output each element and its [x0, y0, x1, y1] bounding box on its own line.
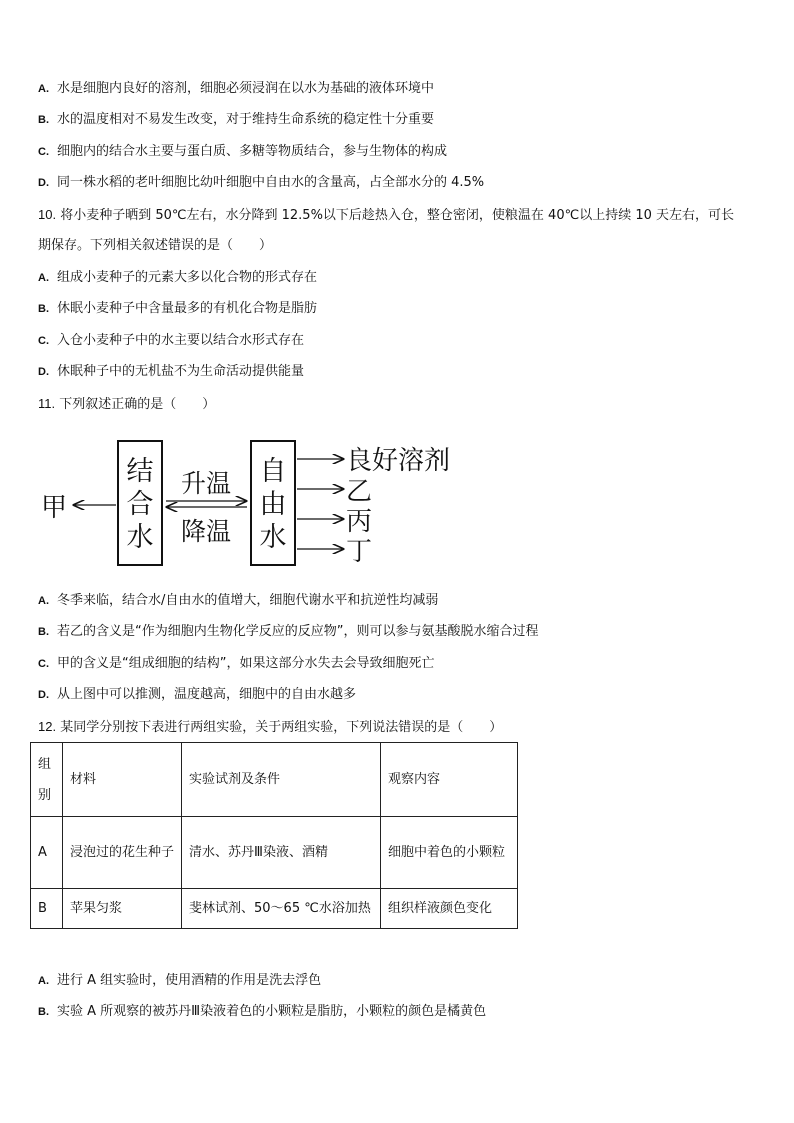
option-letter: A. — [38, 83, 49, 95]
option-letter: C. — [38, 658, 49, 670]
question-number: 11. — [38, 396, 56, 411]
q11-option-a — [38, 592, 438, 610]
q11-stem — [38, 395, 215, 414]
table-cell: 苹果匀浆 — [63, 889, 182, 929]
option-text: 冬季来临，结合水/自由水的值增大，细胞代谢水平和抗逆性均减弱 — [57, 593, 439, 608]
header-cell: 材料 — [63, 743, 182, 817]
header-cell: 组别 — [31, 743, 63, 817]
q12-option-a — [38, 972, 321, 990]
question-number: 10. — [38, 207, 57, 222]
option-letter: A. — [38, 975, 49, 987]
q10-option-b — [38, 300, 317, 318]
cooling-label: 降温 — [180, 517, 232, 546]
table-row — [31, 817, 518, 889]
water-conversion-diagram — [38, 432, 478, 572]
option-text: 休眠种子中的无机盐不为生命活动提供能量 — [57, 364, 305, 379]
option-text: 休眠小麦种子中含量最多的有机化合物是脂肪 — [57, 301, 318, 316]
option-text: 细胞内的结合水主要与蛋白质、多糖等物质结合，参与生物体的构成 — [57, 144, 448, 159]
output-label-bing: 丙 — [346, 507, 373, 537]
box-char: 由 — [259, 489, 287, 520]
q11-option-d — [38, 686, 356, 704]
q12-stem — [38, 718, 502, 737]
option-letter: B. — [38, 626, 49, 638]
option-letter: B. — [38, 114, 49, 126]
experiment-table — [30, 742, 518, 929]
option-text: 入仓小麦种子中的水主要以结合水形式存在 — [57, 333, 305, 348]
q11-option-c — [38, 655, 434, 673]
box-char: 结 — [126, 456, 154, 487]
option-text: 水的温度相对不易发生改变，对于维持生命系统的稳定性十分重要 — [57, 112, 435, 127]
table-cell: 清水、苏丹Ⅲ染液、酒精 — [182, 817, 381, 889]
option-text: 实验 A 所观察的被苏丹Ⅲ染液着色的小颗粒是脂肪，小颗粒的颜色是橘黄色 — [57, 1004, 487, 1019]
q10-option-d — [38, 363, 304, 381]
q10-stem-line1 — [38, 206, 734, 225]
option-letter: C. — [38, 146, 49, 158]
question-number: 12. — [38, 719, 57, 734]
q11-option-b — [38, 623, 538, 641]
option-letter: D. — [38, 177, 49, 189]
table-cell: 细胞中着色的小颗粒 — [381, 817, 518, 889]
option-text: 组成小麦种子的元素大多以化合物的形式存在 — [57, 270, 318, 285]
box-char: 水 — [259, 522, 287, 553]
option-letter: B. — [38, 1006, 49, 1018]
table-header-row — [31, 743, 518, 817]
table-cell: 组织样液颜色变化 — [381, 889, 518, 929]
option-letter: D. — [38, 366, 49, 378]
question-stem: 将小麦种子晒到 50℃左右，水分降到 12.5%以下后趁热入仓，整仓密闭，使粮温在 40℃以上持续 10 天左右，可长 — [60, 208, 735, 223]
q9-option-c — [38, 143, 447, 161]
q10-option-a — [38, 269, 317, 287]
output-label-ding: 丁 — [346, 537, 373, 567]
table-row — [31, 889, 518, 929]
q9-option-d — [38, 174, 484, 192]
option-letter: A. — [38, 595, 49, 607]
option-letter: C. — [38, 335, 49, 347]
option-text: 若乙的含义是“作为细胞内生物化学反应的反应物”，则可以参与氨基酸脱水缩合过程 — [57, 624, 539, 639]
box-char: 合 — [126, 489, 154, 520]
output-label-solvent: 良好溶剂 — [346, 446, 451, 476]
option-letter: B. — [38, 303, 49, 315]
question-stem: 下列叙述正确的是（ ） — [59, 397, 216, 412]
option-text: 从上图中可以推测，温度越高，细胞中的自由水越多 — [57, 687, 357, 702]
option-letter: D. — [38, 689, 49, 701]
header-cell: 实验试剂及条件 — [182, 743, 381, 817]
option-text: 甲的含义是“组成细胞的结构”，如果这部分水失去会导致细胞死亡 — [57, 656, 435, 671]
q10-stem-line2: 期保存。下列相关叙述错误的是（ ） — [38, 238, 273, 253]
q10-option-c — [38, 332, 304, 350]
q12-option-b — [38, 1003, 486, 1021]
box-char: 自 — [259, 456, 287, 487]
q9-option-a — [38, 80, 434, 98]
table-cell: 斐林试剂、50～65 ℃水浴加热 — [182, 889, 381, 929]
output-label-jia: 甲 — [40, 493, 68, 523]
header-cell: 观察内容 — [381, 743, 518, 817]
option-text: 同一株水稻的老叶细胞比幼叶细胞中自由水的含量高，占全部水分的 4.5% — [57, 175, 485, 190]
question-stem: 某同学分别按下表进行两组实验，关于两组实验，下列说法错误的是（ ） — [60, 720, 503, 735]
q9-option-b — [38, 111, 434, 129]
output-label-yi: 乙 — [346, 477, 373, 507]
table-cell: B — [31, 889, 63, 929]
option-text: 进行 A 组实验时，使用酒精的作用是洗去浮色 — [57, 973, 322, 988]
table-cell: A — [31, 817, 63, 889]
option-text: 水是细胞内良好的溶剂，细胞必须浸润在以水为基础的液体环境中 — [57, 81, 435, 96]
box-char: 水 — [126, 522, 154, 553]
heating-label: 升温 — [180, 469, 232, 498]
option-letter: A. — [38, 272, 49, 284]
table-cell: 浸泡过的花生种子 — [63, 817, 182, 889]
